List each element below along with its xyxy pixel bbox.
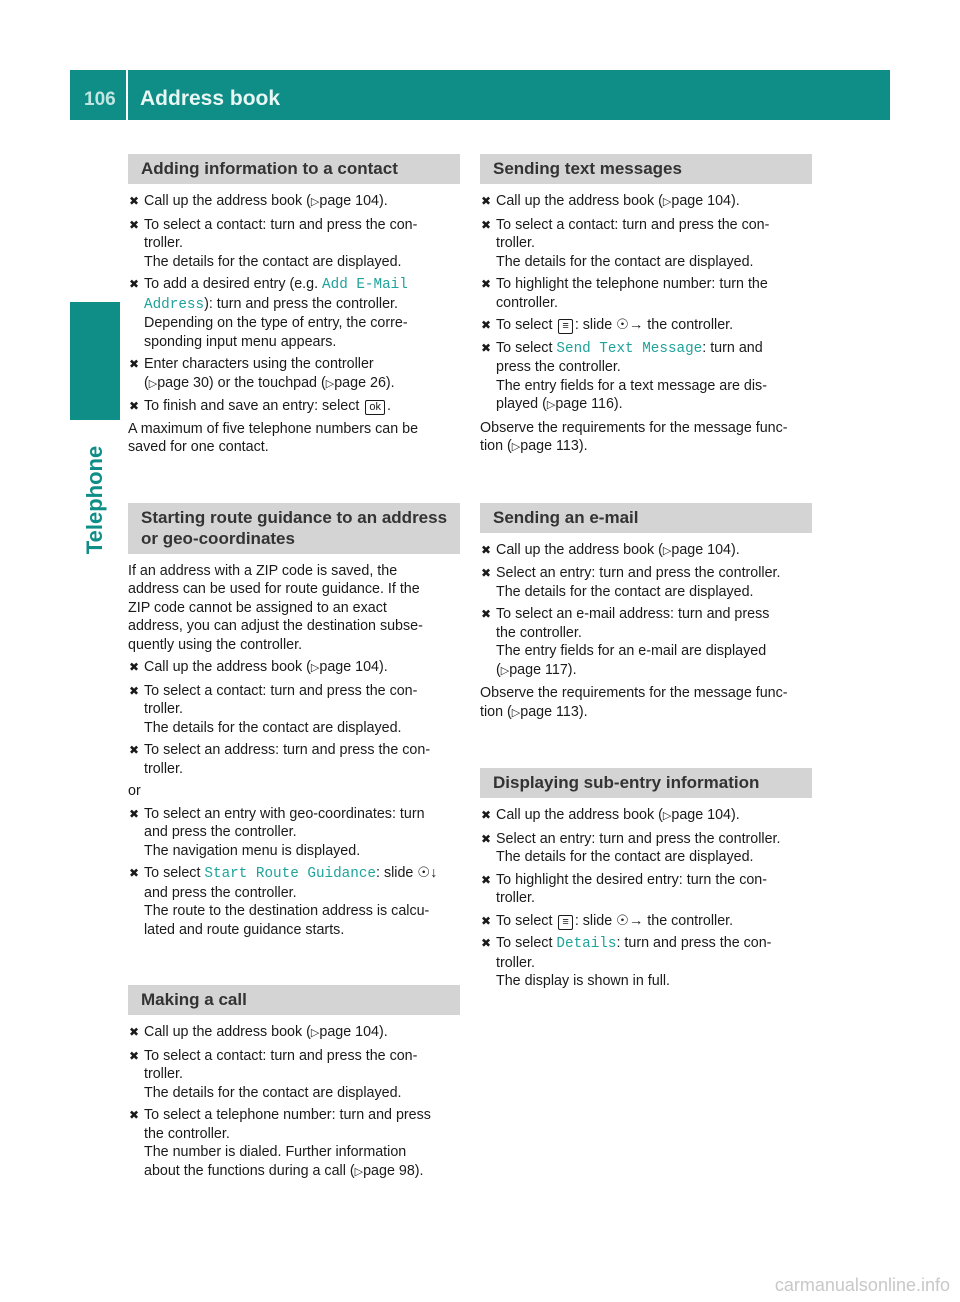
section-title: Adding information to a contact <box>128 154 460 184</box>
section-making-call <box>128 985 460 1181</box>
list-item: ✖ Call up the address book (▷page 104). <box>129 193 388 209</box>
ok-key-icon: ok <box>365 400 385 415</box>
arrow-right-icon: ✖ <box>481 607 492 621</box>
arrow-right-icon: ✖ <box>129 277 140 291</box>
arrow-right-icon: ✖ <box>129 1048 140 1063</box>
list-item: ✖ To select a contact: turn and press the con- troller. The details for the contact are displayed. <box>129 216 418 270</box>
arrow-right-icon: ✖ <box>481 217 492 232</box>
triangle-right-icon: ▷ <box>662 196 672 208</box>
page-header <box>70 70 890 120</box>
triangle-right-icon: ▷ <box>310 662 320 674</box>
controller-slide-down-icon: ☉↓ <box>417 865 438 881</box>
list-item: ✖ To select a telephone number: turn and press the controller. The number is dialed. Further information about the functions during a call (▷page 98). <box>129 1107 431 1179</box>
list-item: ✖ To select Send Text Message: turn and press the controller. The entry fields for a text message are dis- played (▷page 116). <box>481 339 767 412</box>
arrow-right-icon: ✖ <box>481 318 492 332</box>
menu-item-name: Address <box>144 296 205 313</box>
watermark: carmanualsonline.info <box>774 1275 950 1295</box>
arrow-right-icon: ✖ <box>481 566 492 580</box>
triangle-right-icon: ▷ <box>310 1027 320 1039</box>
triangle-right-icon: ▷ <box>511 706 521 719</box>
controller-slide-right-icon: ☉→ <box>616 317 644 333</box>
options-menu-icon: ≡ <box>558 915 572 930</box>
list-item: ✖ To select a contact: turn and press the con- troller. The details for the contact are displayed. <box>129 682 418 736</box>
section-sending-email <box>480 503 812 723</box>
arrow-right-icon: ✖ <box>481 542 492 557</box>
arrow-right-icon: ✖ <box>129 217 140 232</box>
list-item: ✖ To select Details: turn and press the con- troller. The display is shown in full. <box>481 935 772 989</box>
list-item: ✖ Enter characters using the controller (▷page 30) or the touchpad (▷page 26). <box>129 356 395 391</box>
paragraph: A maximum of five telephone numbers can be saved for one contact. <box>128 420 419 455</box>
arrow-right-icon: ✖ <box>129 806 140 821</box>
page-number: 106 <box>84 89 116 110</box>
right-column <box>480 154 812 1037</box>
list-item: ✖ To highlight the telephone number: turn the controller. <box>481 276 768 311</box>
arrow-right-icon: ✖ <box>481 936 492 950</box>
list-item: ✖ To select an e-mail address: turn and press the controller. The entry fields for an e-mail are displayed (▷page 117). <box>481 606 770 678</box>
arrow-right-icon: ✖ <box>481 872 492 887</box>
arrow-right-icon: ✖ <box>129 1108 140 1122</box>
controller-slide-right-icon: ☉→ <box>616 912 644 929</box>
section-subentry-info <box>480 768 812 991</box>
section-title: Sending an e-mail <box>480 503 812 533</box>
paragraph: Observe the requirements for the message func- tion (▷page 113). <box>480 685 788 720</box>
options-menu-icon: ≡ <box>558 319 572 334</box>
arrow-right-icon: ✖ <box>481 808 492 822</box>
section-title: Sending text messages <box>480 154 812 184</box>
menu-item-name: Send Text Message <box>556 340 703 357</box>
triangle-right-icon: ▷ <box>148 377 158 390</box>
list-item: ✖ Call up the address book (▷page 104). <box>129 1024 388 1040</box>
page-title: Address book <box>140 87 281 110</box>
side-tab-label: Telephone <box>82 445 108 555</box>
list-item: ✖ Call up the address book (▷page 104). <box>481 541 740 558</box>
left-column <box>128 154 460 1227</box>
triangle-right-icon: ▷ <box>511 441 521 453</box>
menu-item-name: Start Route Guidance <box>204 866 376 882</box>
section-sending-text <box>480 154 812 457</box>
list-item: ✖ To select ≡ : slide ☉→ the controller. <box>481 912 734 929</box>
arrow-right-icon: ✖ <box>129 399 140 413</box>
list-item: ✖ To select a contact: turn and press the con- troller. The details for the contact are displayed. <box>129 1047 418 1101</box>
triangle-right-icon: ▷ <box>325 377 335 390</box>
arrow-right-icon: ✖ <box>481 340 492 355</box>
paragraph: If an address with a ZIP code is saved, the address can be used for route guidance. If the ZIP code cannot be assigned to an exact address, you can adjust the destination subse- quently using the controller. <box>128 562 423 653</box>
arrow-right-icon: ✖ <box>129 866 140 880</box>
paragraph: Observe the requirements for the message func- tion (▷page 113). <box>480 419 788 454</box>
arrow-right-icon: ✖ <box>129 194 140 208</box>
menu-item-name: Add E-Mail <box>322 277 408 293</box>
list-item: ✖ Call up the address book (▷page 104). <box>481 193 740 209</box>
section-title: Making a call <box>128 985 460 1015</box>
list-item: ✖ Call up the address book (▷page 104). <box>481 807 740 823</box>
list-item: ✖ To select a contact: turn and press the con- troller. The details for the contact are displayed. <box>481 216 770 270</box>
section-route-guidance <box>128 503 460 940</box>
triangle-right-icon: ▷ <box>662 810 672 822</box>
section-title: Starting route guidance to an address or geo-coordinates <box>128 503 460 554</box>
list-item: ✖ To select ≡ : slide ☉→ the controller. <box>481 317 734 333</box>
list-item: ✖ To highlight the desired entry: turn the con- troller. <box>481 871 768 906</box>
section-adding-info <box>128 154 460 457</box>
triangle-right-icon: ▷ <box>546 399 556 411</box>
side-tab-marker <box>70 302 120 420</box>
arrow-right-icon: ✖ <box>129 357 140 371</box>
list-item: ✖ To select Start Route Guidance: slide ☉↓ and press the controller. The route to the destination address is calcu- lated and route guidance starts. <box>129 865 438 938</box>
side-tab <box>70 420 120 580</box>
list-item: ✖ Call up the address book (▷page 104). <box>129 659 388 675</box>
arrow-right-icon: ✖ <box>129 1025 140 1039</box>
arrow-right-icon: ✖ <box>129 743 140 757</box>
header-divider <box>126 70 128 120</box>
list-item: ✖ To add a desired entry (e.g. Add E-Mail Address): turn and press the controller. Depending on the type of entry, the corre- sponding input menu appears. <box>129 276 408 350</box>
list-item: ✖ To finish and save an entry: select ok . <box>129 398 391 414</box>
arrow-right-icon: ✖ <box>481 194 492 208</box>
list-item: ✖ To select an address: turn and press the con- troller. <box>129 742 431 777</box>
section-title: Displaying sub-entry information <box>480 768 812 798</box>
list-item: ✖ Select an entry: turn and press the controller. The details for the contact are displayed. <box>481 565 781 600</box>
arrow-right-icon: ✖ <box>481 831 492 846</box>
menu-item-name: Details <box>556 936 617 952</box>
list-item: ✖ Select an entry: turn and press the controller. The details for the contact are displayed. <box>481 830 781 865</box>
arrow-right-icon: ✖ <box>481 913 492 928</box>
arrow-right-icon: ✖ <box>481 277 492 291</box>
triangle-right-icon: ▷ <box>310 196 320 208</box>
triangle-right-icon: ▷ <box>662 544 672 557</box>
arrow-right-icon: ✖ <box>129 660 140 674</box>
triangle-right-icon: ▷ <box>354 1165 364 1178</box>
or-text: or <box>128 783 141 799</box>
arrow-right-icon: ✖ <box>129 683 140 698</box>
list-item: ✖ To select an entry with geo-coordinates: turn and press the controller. The navigation menu is displayed. <box>129 805 425 859</box>
triangle-right-icon: ▷ <box>500 664 510 677</box>
